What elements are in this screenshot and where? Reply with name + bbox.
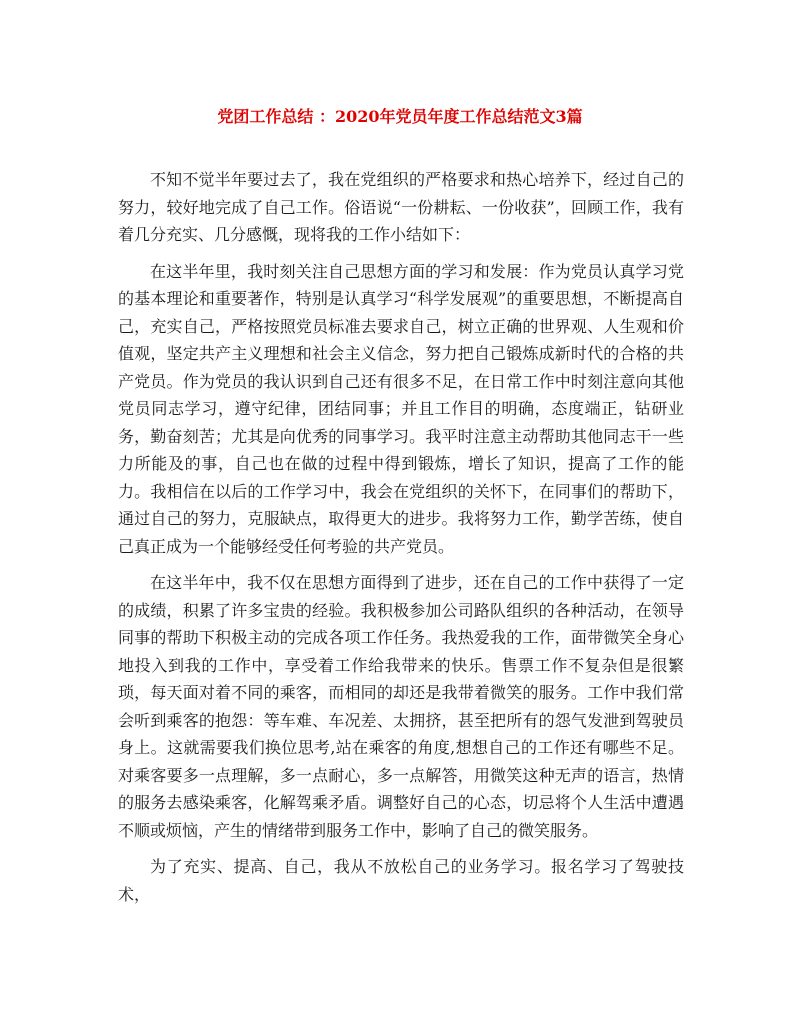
paragraph-1: 不知不觉半年要过去了，我在党组织的严格要求和热心培养下，经过自己的努力，较好地完成了自己工作。俗语说“一份耕耘、一份收获”，回顾工作，我有着几分充实、几分感慨，现将我的工作小结如下： [118,170,684,244]
paragraph-2: 在这半年里，我时刻关注自己思想方面的学习和发展：作为党员认真学习党的基本理论和重要著作，特别是认真学习“科学发展观”的重要思想，不断提高自己，充实自己，严格按照党员标准去要求自己，树立正确的世界观、人生观和价值观，坚定共产主义理想和社会主义信念，努力把自己锻炼成新时代的合格的共产党员。作为党员的我认识到自己还有很多不足，在日常工作中时刻注意向其他党员同志学习，遵守纪律，团结同事；并且工作目的明确，态度端正，钻研业务，勤奋刻苦；尤其是向优秀的同事学习。我平时注意主动帮助其他同志干一些力所能及的事，自己也在做的过程中得到锻炼，增长了知识，提高了工作的能力。我相信在以后的工作学习中，我会在党组织的关怀下，在同事们的帮助下，通过自己的努力，克服缺点，取得更大的进步。我将努力工作，勤学苦练，使自己真正成为一个能够经受任何考验的共产党员。 [118,261,684,556]
paragraph-3: 在这半年中，我不仅在思想方面得到了进步，还在自己的工作中获得了一定的成绩，积累了许多宝贵的经验。我积极参加公司路队组织的各种活动，在领导同事的帮助下积极主动的完成各项工作任务。我热爱我的工作，面带微笑全身心地投入到我的工作中，享受着工作给我带来的快乐。售票工作不复杂但是很繁琐，每天面对着不同的乘客，而相同的却还是我带着微笑的服务。工作中我们常会听到乘客的抱怨：等车难、车况差、太拥挤，甚至把所有的怨气发泄到驾驶员身上。这就需要我们换位思考,站在乘客的角度,想想自己的工作还有哪些不足。对乘客要多一点理解，多一点耐心，多一点解答，用微笑这种无声的语言，热情的服务去感染乘客，化解驾乘矛盾。调整好自己的心态，切忌将个人生活中遭遇不顺或烦恼，产生的情绪带到服务工作中，影响了自己的微笑服务。 [118,573,684,840]
document-body [118,166,684,908]
paragraph-4: 为了充实、提高、自己，我从不放松自己的业务学习。报名学习了驾驶技术， [118,857,684,904]
document-title: 党团工作总结 ：2020年党员年度工作总结范文3篇 [217,107,583,126]
